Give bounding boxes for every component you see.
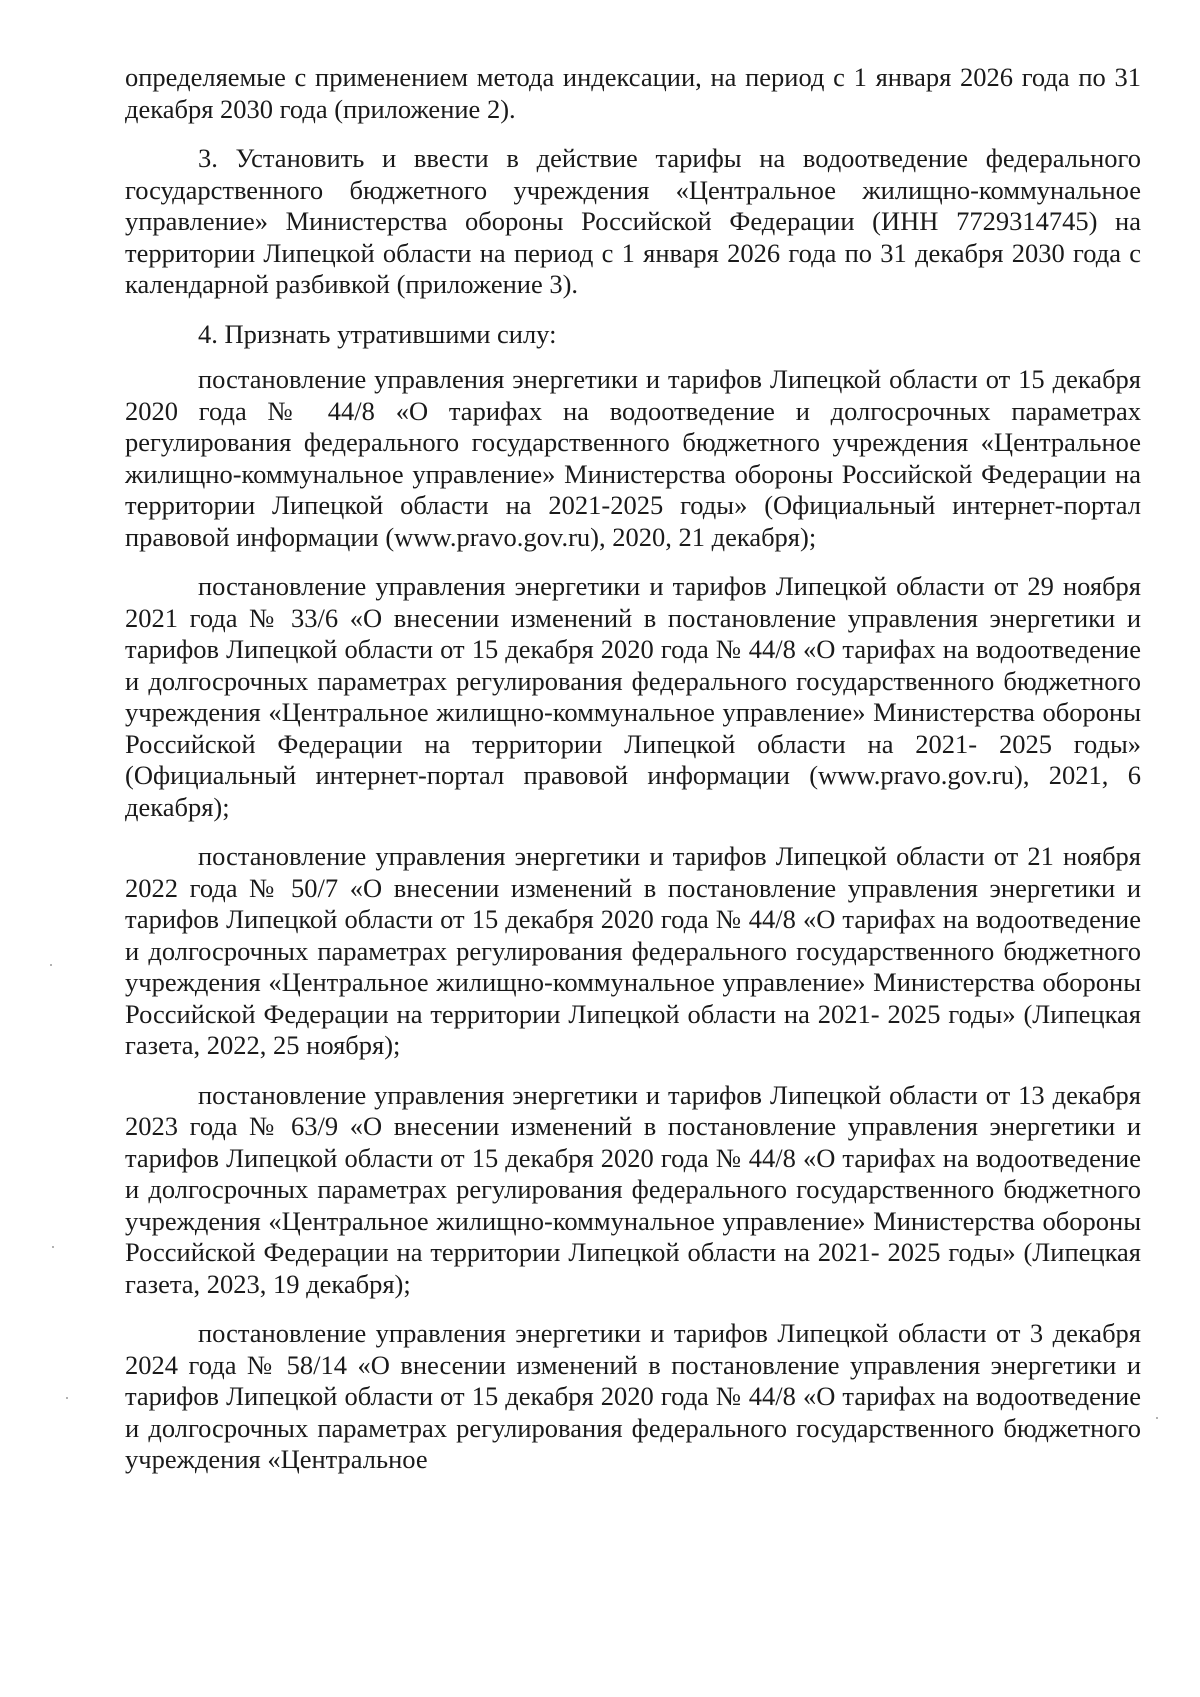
scan-speck [50,964,52,966]
scan-speck [66,1397,68,1399]
document-body [125,62,1141,1494]
paragraph-continuation: определяемые с применением метода индексации, на период с 1 января 2026 года по 31 декабря 2030 года (приложение 2). [125,62,1141,124]
paragraph-resolution-2024: постановление управления энергетики и тарифов Липецкой области от 3 декабря 2024 года № 58/14 «О внесении изменений в постановление управления энергетики и тарифов Липецкой области от 15 декабря 2020 года № 44/8 «О тарифах на водоотведение и долгосрочных параметрах регулирования федерального государственного бюджетного учреждения «Центральное [125,1318,1141,1474]
paragraph-resolution-2020: постановление управления энергетики и тарифов Липецкой области от 15 декабря 2020 года № 44/8 «О тарифах на водоотведение и долгосрочных параметрах регулирования федерального государственного бюджетного учреждения «Центральное жилищно-коммунальное управление» Министерства обороны Российской Федерации на территории Липецкой области на 2021-2025 годы» (Официальный интернет-портал правовой информации (www.pravo.gov.ru), 2020, 21 декабря); [125,364,1141,552]
scan-speck [52,1246,54,1248]
scan-speck [1156,1417,1158,1419]
paragraph-item-3: 3. Установить и ввести в действие тарифы на водоотведение федерального государственного бюджетного учреждения «Центральное жилищно-коммунальное управление» Министерства обороны Российской Федерации (ИНН 7729314745) на территории Липецкой области на период с 1 января 2026 года по 31 декабря 2030 года с календарной разбивкой (приложение 3). [125,143,1141,299]
paragraph-resolution-2023: постановление управления энергетики и тарифов Липецкой области от 13 декабря 2023 года № 63/9 «О внесении изменений в постановление управления энергетики и тарифов Липецкой области от 15 декабря 2020 года № 44/8 «О тарифах на водоотведение и долгосрочных параметрах регулирования федерального государственного бюджетного учреждения «Центральное жилищно-коммунальное управление» Министерства обороны Российской Федерации на территории Липецкой области на 2021- 2025 годы» (Липецкая газета, 2023, 19 декабря); [125,1079,1141,1299]
paragraph-item-4: 4. Признать утратившими силу: [198,318,557,349]
paragraph-resolution-2021: постановление управления энергетики и тарифов Липецкой области от 29 ноября 2021 года № 33/6 «О внесении изменений в постановление управления энергетики и тарифов Липецкой области от 15 декабря 2020 года № 44/8 «О тарифах на водоотведение и долгосрочных параметрах регулирования федерального государственного бюджетного учреждения «Центральное жилищно-коммунальное управление» Министерства обороны Российской Федерации на территории Липецкой области на 2021- 2025 годы» (Официальный интернет-портал правовой информации (www.pravo.gov.ru), 2021, 6 декабря); [125,571,1141,822]
paragraph-resolution-2022: постановление управления энергетики и тарифов Липецкой области от 21 ноября 2022 года № 50/7 «О внесении изменений в постановление управления энергетики и тарифов Липецкой области от 15 декабря 2020 года № 44/8 «О тарифах на водоотведение и долгосрочных параметрах регулирования федерального государственного бюджетного учреждения «Центральное жилищно-коммунальное управление» Министерства обороны Российской Федерации на территории Липецкой области на 2021- 2025 годы» (Липецкая газета, 2022, 25 ноября); [125,841,1141,1060]
